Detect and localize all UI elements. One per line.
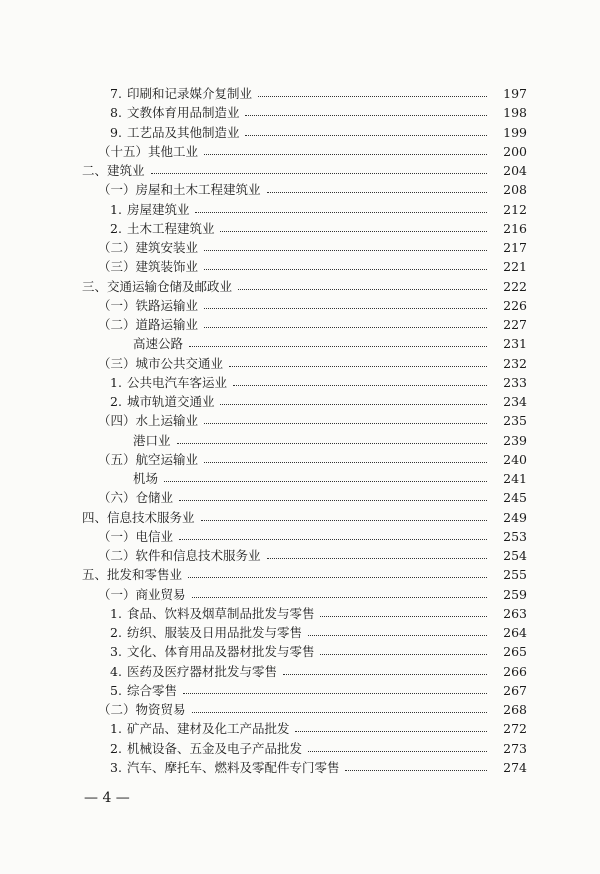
- toc-entry-number: 三、: [82, 278, 108, 294]
- toc-entry-number: （一）: [98, 586, 136, 602]
- toc-entry-page: 274: [503, 759, 527, 775]
- toc-entry-number: 1.: [110, 605, 122, 621]
- dot-leader: [320, 652, 487, 655]
- toc-entry-number: 2.: [110, 220, 122, 236]
- toc-entry-page: 199: [503, 124, 527, 140]
- toc-entry-number: （五）: [98, 451, 136, 467]
- toc-entry[interactable]: [0, 431, 527, 450]
- dot-leader: [238, 287, 487, 290]
- toc-entry[interactable]: [0, 277, 527, 296]
- toc-entry-page: 232: [503, 355, 527, 371]
- toc-entry-title: 建筑装饰业: [135, 259, 199, 275]
- toc-entry-title: 公共电汽车客运业: [126, 374, 227, 390]
- dot-leader: [308, 749, 487, 752]
- toc-entry[interactable]: [0, 527, 527, 546]
- dot-leader: [283, 672, 487, 675]
- dot-leader: [295, 729, 487, 732]
- toc-entry-title: 房屋建筑业: [126, 201, 190, 217]
- dot-leader: [201, 518, 487, 521]
- toc-entry[interactable]: [0, 315, 527, 334]
- toc-entry-number: （三）: [98, 259, 136, 275]
- toc-entry-title: 城市公共交通业: [135, 355, 224, 371]
- toc-entry-page: 254: [503, 548, 527, 563]
- toc-entry-title: 汽车、摩托车、燃料及零配件专门零售: [126, 759, 340, 775]
- toc-entry-page: 272: [503, 721, 527, 737]
- toc-entry[interactable]: [0, 180, 527, 199]
- toc-entry-page: 240: [503, 451, 527, 467]
- toc-entry-page: 267: [503, 682, 527, 698]
- toc-entry-number: （四）: [98, 413, 136, 429]
- dot-leader: [192, 710, 487, 713]
- toc-entry[interactable]: [0, 354, 527, 373]
- dot-leader: [229, 364, 487, 367]
- dot-leader: [204, 267, 487, 270]
- toc-entry-page: 273: [503, 740, 527, 756]
- dot-leader: [308, 633, 487, 636]
- dot-leader: [204, 152, 487, 155]
- toc-entry-number: （二）: [98, 702, 136, 717]
- dot-leader: [233, 383, 487, 386]
- dot-leader: [204, 460, 487, 463]
- toc-entry-title: 批发和零售业: [107, 567, 183, 583]
- toc-entry-number: 7.: [110, 86, 122, 101]
- toc-entry-title: 综合零售: [126, 682, 177, 698]
- toc-entry-page: 235: [503, 413, 527, 429]
- dot-leader: [245, 133, 487, 136]
- toc-entry-page: 227: [503, 317, 527, 332]
- toc-entry-page: 253: [503, 528, 527, 544]
- toc-entry-page: 198: [503, 105, 527, 121]
- dot-leader: [164, 479, 487, 482]
- toc-entry-title: 铁路运输业: [135, 297, 199, 313]
- toc-entry-title: 房屋和土木工程建筑业: [135, 182, 261, 198]
- toc-entry-number: （一）: [98, 182, 136, 198]
- toc-entry-page: 266: [503, 663, 527, 679]
- toc-entry-title: 医药及医疗器材批发与零售: [126, 663, 277, 679]
- toc-entry[interactable]: [0, 585, 527, 604]
- toc-entry[interactable]: [0, 758, 527, 777]
- toc-entry-number: 四、: [82, 509, 108, 525]
- toc-entry-number: 3.: [110, 644, 122, 660]
- toc-entry-page: 245: [503, 490, 527, 506]
- toc-entry-title: 建筑安装业: [135, 240, 199, 255]
- toc-entry[interactable]: [0, 373, 527, 392]
- toc-entry-title: 仓储业: [135, 490, 174, 506]
- toc-entry-number: 1.: [110, 201, 122, 217]
- toc-entry-title: 土木工程建筑业: [126, 220, 215, 236]
- toc-entry-number: 二、: [82, 163, 108, 178]
- toc-entry-number: （二）: [98, 240, 136, 255]
- dot-leader: [195, 210, 487, 213]
- toc-entry-title: 印刷和记录媒介复制业: [126, 86, 252, 101]
- toc-entry-page: 217: [503, 240, 527, 255]
- toc-entry-title: 建筑业: [107, 163, 145, 178]
- toc-entry-title: 食品、饮料及烟草制品批发与零售: [126, 605, 315, 621]
- toc-entry[interactable]: [0, 392, 527, 411]
- dot-leader: [220, 402, 487, 405]
- dot-leader: [188, 575, 487, 578]
- dot-leader: [267, 190, 487, 193]
- toc-entry[interactable]: [0, 123, 527, 142]
- toc-entry-page: 204: [503, 163, 527, 178]
- toc-entry-number: 2.: [110, 625, 122, 640]
- toc-entry-number: 五、: [82, 567, 108, 583]
- toc-entry-number: 2.: [110, 740, 122, 756]
- toc-entry-number: 3.: [110, 759, 122, 775]
- dot-leader: [220, 229, 487, 232]
- toc-entry[interactable]: [0, 508, 527, 527]
- toc-entry[interactable]: [0, 219, 527, 238]
- dot-leader: [267, 556, 487, 559]
- toc-entry-title: 电信业: [135, 528, 174, 544]
- toc-entry[interactable]: [0, 565, 527, 584]
- toc-entry-page: 268: [503, 702, 527, 717]
- toc-entry-number: 1.: [110, 721, 122, 737]
- toc-entry-page: 200: [503, 143, 527, 159]
- toc-entry-page: 234: [503, 394, 527, 409]
- dot-leader: [151, 171, 487, 174]
- toc-entry-page: 231: [503, 336, 527, 352]
- toc-entry-title: 纺织、服装及日用品批发与零售: [126, 625, 302, 640]
- toc-entry-page: 197: [503, 86, 527, 101]
- dot-leader: [204, 325, 487, 328]
- toc-entry[interactable]: [0, 450, 527, 469]
- toc-entry-page: 249: [503, 509, 527, 525]
- dot-leader: [345, 768, 487, 771]
- toc-entry[interactable]: [0, 662, 527, 681]
- toc-entry-title: 机场: [133, 471, 159, 486]
- page-number: — 4 —: [84, 790, 130, 806]
- toc-entry-title: 文化、体育用品及器材批发与零售: [126, 644, 315, 660]
- toc-entry-page: 216: [503, 220, 527, 236]
- toc-entry-title: 水上运输业: [135, 413, 199, 429]
- toc-entry-title: 机械设备、五金及电子产品批发: [126, 740, 302, 756]
- toc-entry-title: 矿产品、建材及化工产品批发: [126, 721, 290, 737]
- dot-leader: [179, 537, 487, 540]
- dot-leader: [192, 595, 487, 598]
- toc-entry[interactable]: [0, 681, 527, 700]
- toc-entry[interactable]: [0, 700, 527, 719]
- toc-entry-page: 226: [503, 297, 527, 313]
- toc-entry-number: （二）: [98, 317, 136, 332]
- toc-entry-title: 其他工业: [148, 143, 199, 159]
- toc-entry[interactable]: [0, 161, 527, 180]
- toc-entry[interactable]: [0, 469, 527, 488]
- toc-entry-number: 9.: [110, 124, 122, 140]
- toc-entry-page: 208: [503, 182, 527, 198]
- toc-entry[interactable]: [0, 334, 527, 353]
- toc-entry[interactable]: [0, 84, 527, 103]
- toc-entry-title: 商业贸易: [135, 586, 186, 602]
- dot-leader: [204, 306, 487, 309]
- dot-leader: [177, 441, 487, 444]
- toc-entry-number: 8.: [110, 105, 122, 121]
- toc-entry[interactable]: [0, 257, 527, 276]
- toc-entry-title: 道路运输业: [135, 317, 199, 332]
- dot-leader: [320, 614, 487, 617]
- toc-entry-title: 工艺品及其他制造业: [126, 124, 240, 140]
- dot-leader: [189, 344, 487, 347]
- toc-entry[interactable]: [0, 623, 527, 642]
- toc-entry[interactable]: [0, 739, 527, 758]
- dot-leader: [204, 421, 487, 424]
- toc-entry-title: 航空运输业: [135, 451, 199, 467]
- toc-entry-title: 城市轨道交通业: [126, 394, 215, 409]
- toc-entry-page: 222: [503, 278, 527, 294]
- toc-entry-number: 4.: [110, 663, 122, 679]
- toc-entry-page: 265: [503, 644, 527, 660]
- toc-entry-title: 交通运输仓储及邮政业: [107, 278, 233, 294]
- toc-entry[interactable]: [0, 604, 527, 623]
- toc-entry[interactable]: [0, 546, 527, 565]
- toc-entry-number: （二）: [98, 548, 136, 563]
- dot-leader: [258, 94, 487, 97]
- toc-entry-page: 255: [503, 567, 527, 583]
- toc-entry-page: 263: [503, 605, 527, 621]
- toc-entry-title: 港口业: [133, 432, 171, 448]
- toc-entry-title: 信息技术服务业: [107, 509, 195, 525]
- toc-entry-number: （一）: [98, 528, 136, 544]
- toc-entry-page: 233: [503, 374, 527, 390]
- toc-entry-page: 212: [503, 201, 527, 217]
- toc-entry-number: （十五）: [98, 143, 149, 159]
- toc-entry[interactable]: [0, 642, 527, 661]
- toc-entry-number: （六）: [98, 490, 136, 506]
- toc-entry-number: 5.: [110, 682, 122, 698]
- toc-entry-page: 264: [503, 625, 527, 640]
- toc-entry-page: 221: [503, 259, 527, 275]
- toc-entry[interactable]: [0, 488, 527, 507]
- toc-entry-page: 241: [503, 471, 527, 486]
- toc-entry[interactable]: [0, 238, 527, 257]
- toc-entry-page: 259: [503, 586, 527, 602]
- toc-entry[interactable]: [0, 296, 527, 315]
- toc-entry-title: 物资贸易: [135, 702, 186, 717]
- dot-leader: [179, 498, 487, 501]
- toc-entry-title: 文教体育用品制造业: [126, 105, 240, 121]
- toc-entry-title: 高速公路: [133, 336, 184, 352]
- toc-entry-title: 软件和信息技术服务业: [135, 548, 261, 563]
- dot-leader: [183, 691, 487, 694]
- toc-entry[interactable]: [0, 200, 527, 219]
- dot-leader: [245, 113, 487, 116]
- toc-entry-number: （三）: [98, 355, 136, 371]
- toc-entry[interactable]: [0, 142, 527, 161]
- toc-entry[interactable]: [0, 719, 527, 738]
- toc-entry[interactable]: [0, 411, 527, 430]
- toc-entry-number: （一）: [98, 297, 136, 313]
- toc-entry-number: 2.: [110, 394, 122, 409]
- dot-leader: [204, 248, 487, 251]
- toc-entry-number: 1.: [110, 374, 122, 390]
- toc-entry[interactable]: [0, 103, 527, 122]
- toc-entry-page: 239: [503, 432, 527, 448]
